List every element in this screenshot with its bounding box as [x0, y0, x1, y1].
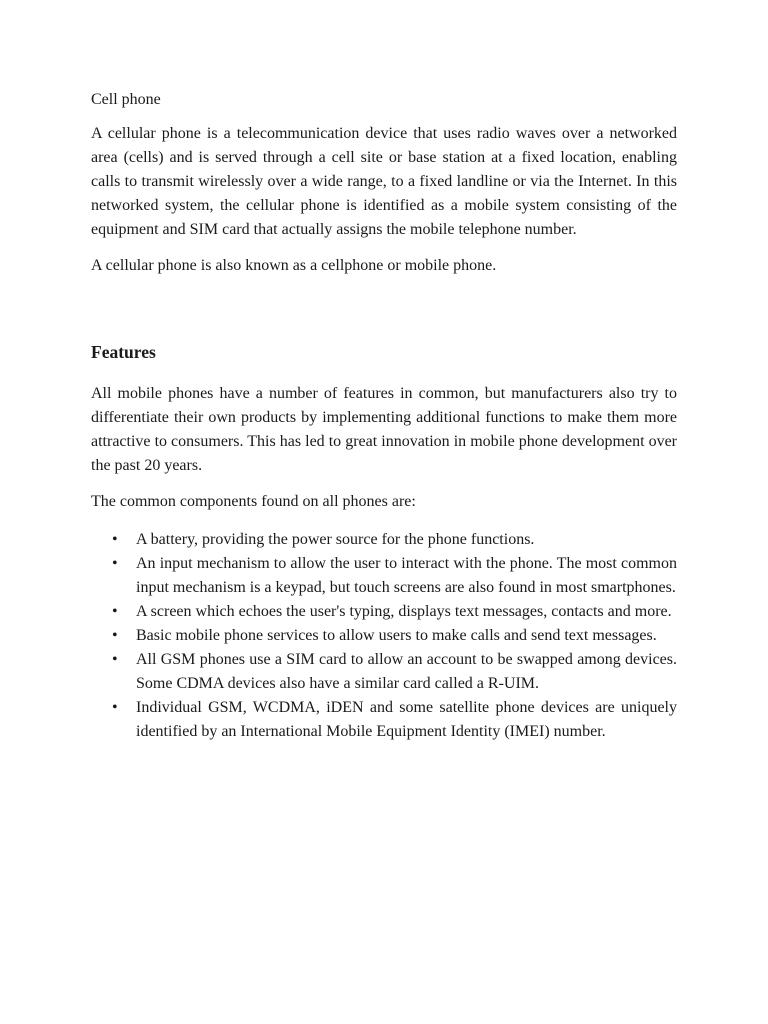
document-page [91, 88, 677, 744]
list-item [91, 528, 677, 552]
intro-paragraph: A cellular phone is a telecommunication device that uses radio waves over a networked area (cells) and is served through a cell site or base station at a fixed location, enabling calls to transmit wirelessly over a wide range, to a fixed landline or via the Internet. In this networked system, the cellular phone is identified as a mobile system consisting of the equipment and SIM card that actually assigns the mobile telephone number. [91, 125, 677, 238]
bullet-icon: • [112, 555, 118, 572]
document-title: Cell phone [91, 91, 161, 108]
list-item-text: Basic mobile phone services to allow users to make calls and send text messages. [136, 627, 657, 644]
list-item-text: All GSM phones use a SIM card to allow an account to be swapped among devices. Some CDMA devices also have a similar card called a R-UIM. [136, 651, 677, 692]
bullet-icon: • [112, 699, 118, 716]
list-item-text: Individual GSM, WCDMA, iDEN and some satellite phone devices are uniquely identified by an International Mobile Equipment Identity (IMEI) number. [136, 699, 677, 740]
features-paragraph: All mobile phones have a number of features in common, but manufacturers also try to differentiate their own products by implementing additional functions to make them more attractive to consumers. This has led to great innovation in mobile phone development over the past 20 years. [91, 385, 677, 474]
components-list [91, 528, 677, 744]
list-item [91, 552, 677, 600]
list-item [91, 696, 677, 744]
alias-paragraph: A cellular phone is also known as a cellphone or mobile phone. [91, 257, 497, 274]
features-heading: Features [91, 342, 156, 362]
list-item [91, 624, 677, 648]
bullet-icon: • [112, 651, 118, 668]
bullet-icon: • [112, 603, 118, 620]
section-spacer [91, 290, 677, 340]
bullet-icon: • [112, 627, 118, 644]
list-item [91, 600, 677, 624]
components-intro-paragraph: The common components found on all phones are: [91, 493, 416, 510]
bullet-icon: • [112, 531, 118, 548]
list-item [91, 648, 677, 696]
list-item-text: A screen which echoes the user's typing, displays text messages, contacts and more. [136, 603, 672, 620]
list-item-text: An input mechanism to allow the user to interact with the phone. The most common input mechanism is a keypad, but touch screens are also found in most smartphones. [136, 555, 677, 596]
list-item-text: A battery, providing the power source for the phone functions. [136, 531, 535, 548]
